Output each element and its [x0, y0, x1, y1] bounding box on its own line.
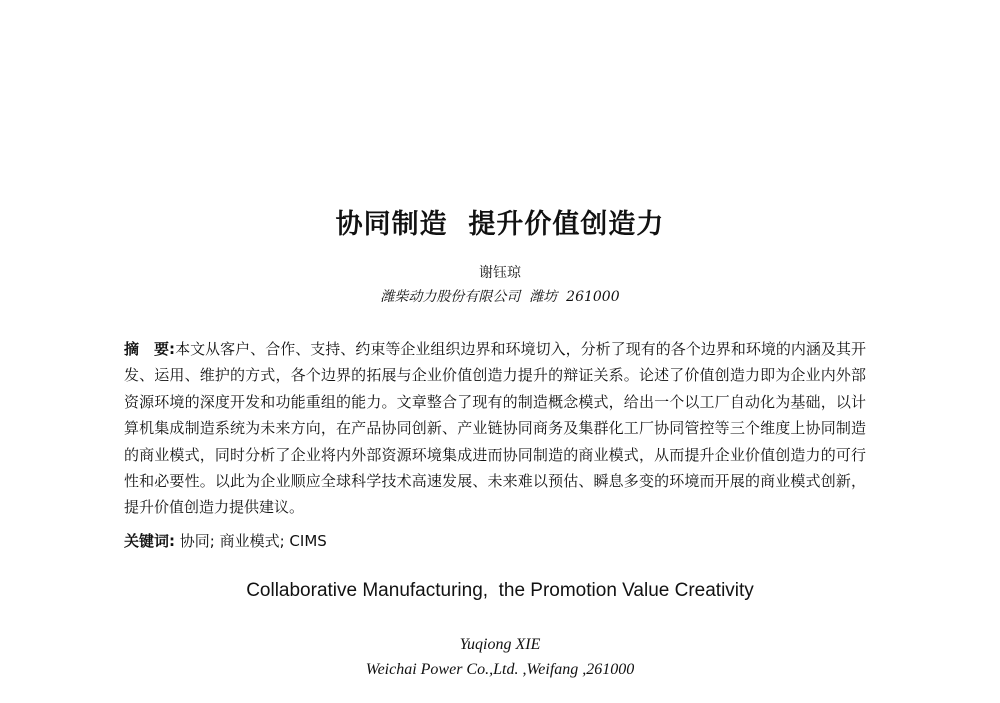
abstract-text: 本文从客户、合作、支持、约束等企业组织边界和环境切入，分析了现有的各个边界和环境的内涵及其开发、运用、维护的方式，各个边界的拓展与企业价值创造力提升的辩证关系。论述了价值创造力即为企业内外部资源环境的深度开发和功能重组的能力。文章整合了现有的制造概念模式，给出一个以工厂自动化为基础，以计算机集成制造系统为未来方向，在产品协同创新、产业链协同商务及集群化工厂协同管控等三个维度上协同制造的商业模式，同时分析了企业将内外部资源环境集成进而协同制造的商业模式，从而提升企业价值创造力的可行性和必要性。以此为企业顺应全球科学技术高速发展、未来难以预估、瞬息多变的环境而开展的商业模式创新，提升价值创造力提供建议。: [124, 340, 866, 517]
abstract: [124, 336, 866, 521]
paper-title-cn: 协同制造 提升价值创造力: [335, 209, 665, 240]
author-name-cn: 谢钰琼: [479, 265, 521, 281]
abstract-label: 摘 要:: [124, 340, 176, 358]
paper-title-en: Collaborative Manufacturing, the Promotion Value Creativity: [246, 580, 754, 601]
affiliation-cn: 潍柴动力股份有限公司 潍坊 261000: [380, 289, 620, 305]
keywords-label: 关键词:: [124, 532, 175, 550]
affiliation-en: Weichai Power Co.,Ltd. ,Weifang ,261000: [365, 661, 635, 678]
keywords: [124, 530, 866, 551]
keywords-text: 协同; 商业模式; CIMS: [179, 532, 327, 550]
author-name-en: Yuqiong XIE: [459, 636, 541, 653]
